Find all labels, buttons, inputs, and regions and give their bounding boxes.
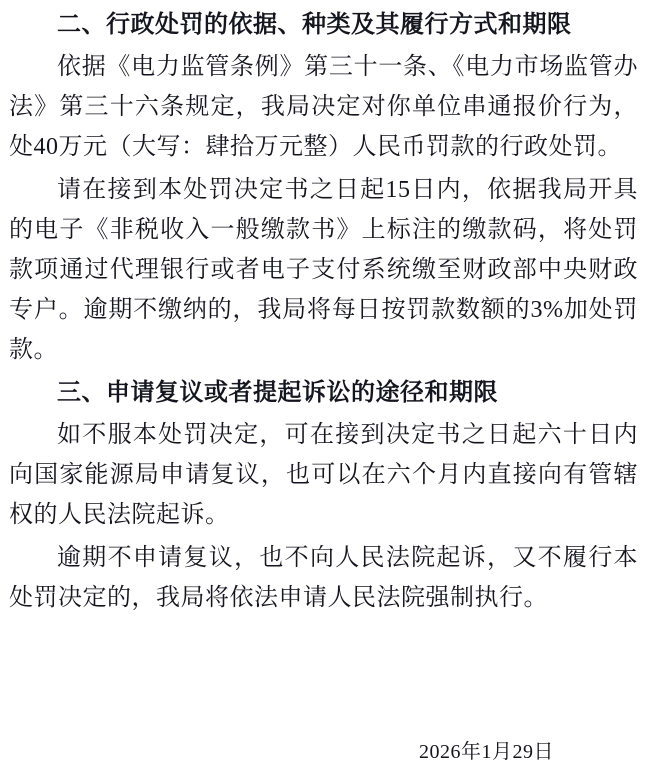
paragraph-penalty-decision: 依据《电力监管条例》第三十一条、《电力市场监管办法》第三十六条规定，我局决定对你单位串通报价行为，处40万元（大写：肆拾万元整）人民币罚款的行政处罚。 <box>9 54 638 160</box>
paragraph-enforcement: 逾期不申请复议，也不向人民法院起诉，又不履行本处罚决定的，我局将依法申请人民法院强制执行。 <box>9 545 638 611</box>
section-heading-appeal-litigation: 三、申请复议或者提起诉讼的途径和期限 <box>57 379 498 406</box>
document-date: 2026年1月29日 <box>419 741 554 760</box>
paragraph-appeal-rights: 如不服本处罚决定，可在接到决定书之日起六十日内向国家能源局申请复议，也可以在六个月内直接向有管辖权的人民法院起诉。 <box>9 422 638 528</box>
paragraph-payment-instructions: 请在接到本处罚决定书之日起15日内，依据我局开具的电子《非税收入一般缴款书》上标注的缴款码，将处罚款项通过代理银行或者电子支付系统缴至财政部中央财政专户。逾期不缴纳的，我局将每日按罚款数额的3%加处罚款。 <box>9 177 638 363</box>
section-heading-penalty-basis: 二、行政处罚的依据、种类及其履行方式和期限 <box>57 11 572 38</box>
